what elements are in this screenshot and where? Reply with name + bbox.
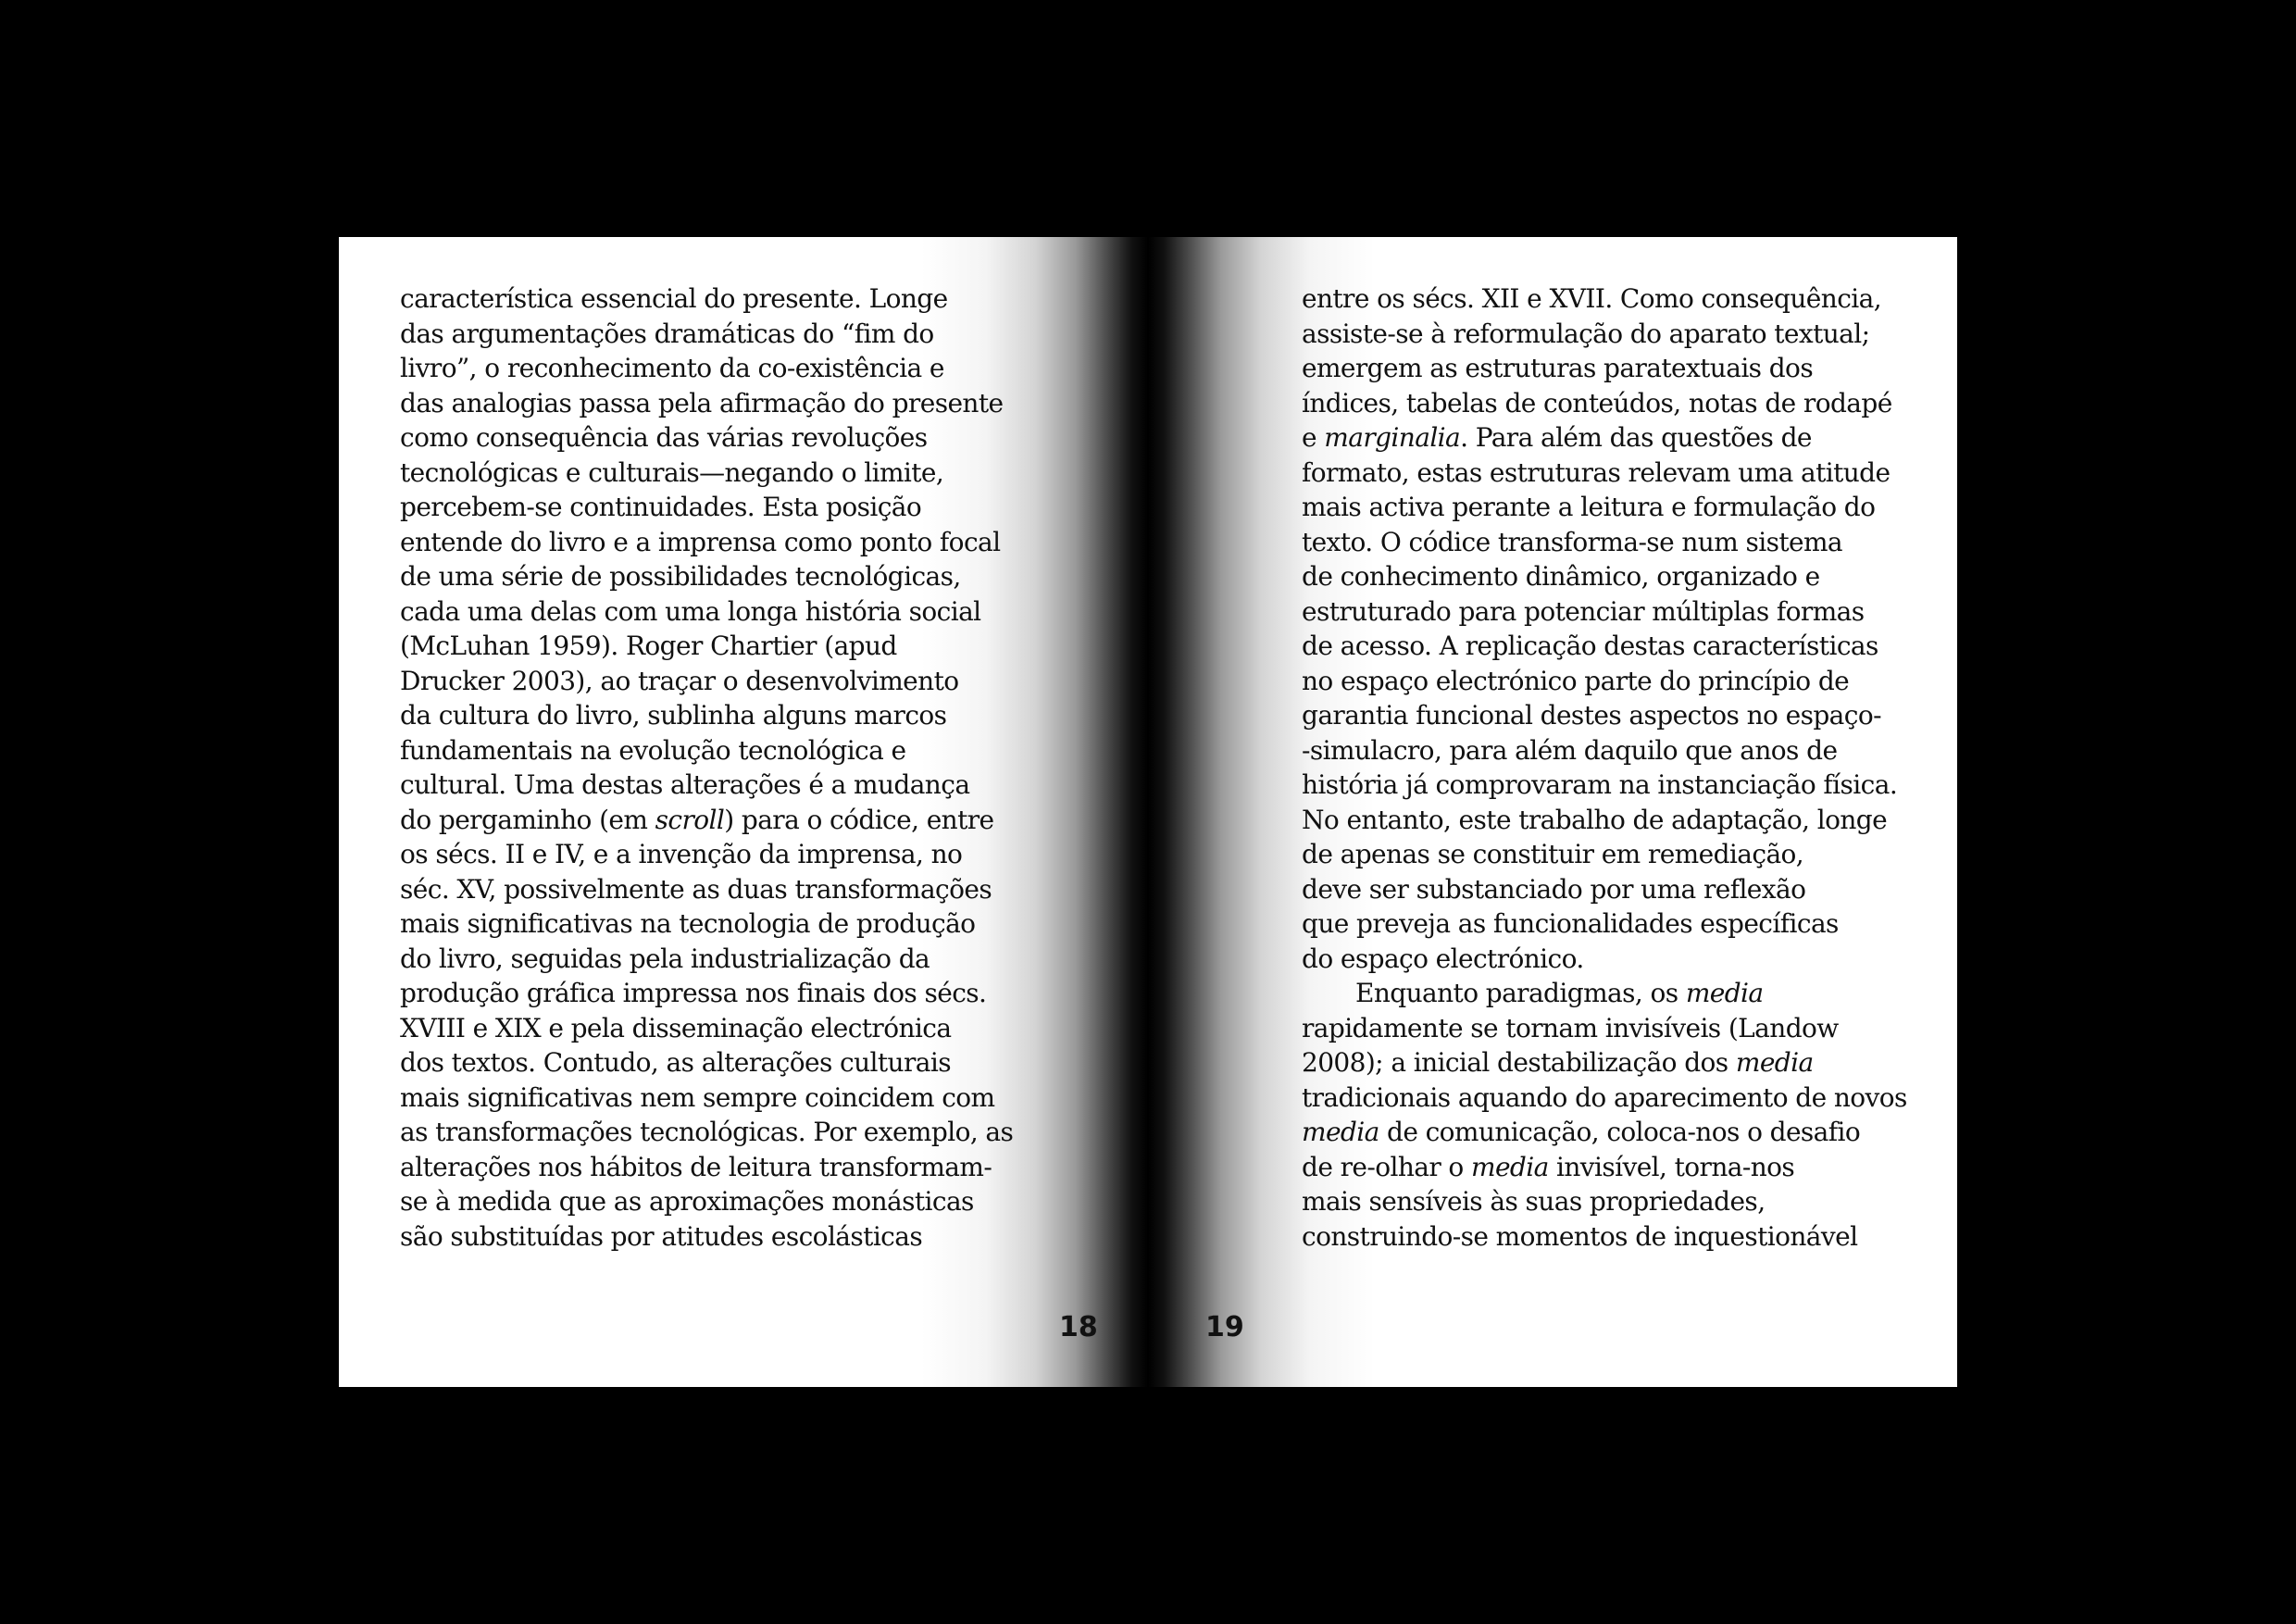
text-segment: de re-olhar o — [1302, 1151, 1471, 1182]
italic-term: marginalia — [1324, 422, 1461, 453]
text-segment: da cultura do livro, sublinha alguns marcos — [400, 700, 947, 731]
text-line — [1302, 351, 1907, 386]
text-line — [1302, 525, 1907, 560]
text-line — [1302, 1184, 1907, 1219]
text-line — [1302, 386, 1907, 421]
text-segment: índices, tabelas de conteúdos, notas de rodapé — [1302, 387, 1892, 418]
text-segment: garantia funcional destes aspectos no espaço- — [1302, 700, 1881, 731]
text-segment: são substituídas por atitudes escolásticas — [400, 1220, 923, 1252]
text-line — [400, 1115, 1013, 1150]
text-line — [1302, 976, 1907, 1011]
text-line — [1302, 872, 1907, 907]
text-line — [400, 1184, 1013, 1219]
text-line — [1302, 559, 1907, 594]
text-line — [400, 281, 1013, 317]
text-segment: de uma série de possibilidades tecnológicas, — [400, 561, 961, 592]
text-line — [400, 698, 1013, 733]
text-line — [1302, 1045, 1907, 1081]
text-segment: dos textos. Contudo, as alterações culturais — [400, 1047, 951, 1078]
text-line — [1302, 1219, 1907, 1255]
text-line — [400, 803, 1013, 838]
text-line — [400, 559, 1013, 594]
left-page — [339, 237, 1148, 1387]
text-line — [400, 1081, 1013, 1116]
text-segment: do livro, seguidas pela industrialização da — [400, 943, 930, 974]
text-segment: mais sensíveis às suas propriedades, — [1302, 1186, 1766, 1217]
text-segment: tradicionais aquando do aparecimento de novos — [1302, 1081, 1907, 1113]
text-segment: de apenas se constituir em remediação, — [1302, 839, 1804, 869]
text-segment: texto. O códice transforma-se num sistema — [1302, 526, 1843, 557]
italic-term: scroll — [655, 804, 725, 835]
italic-term: media — [1471, 1151, 1549, 1182]
text-segment: séc. XV, possivelmente as duas transformações — [400, 873, 992, 905]
text-segment: das argumentações dramáticas do “fim do — [400, 318, 934, 349]
text-segment: -simulacro, para além daquilo que anos de — [1302, 734, 1838, 766]
text-segment: ) para o códice, entre — [724, 804, 994, 835]
text-line — [1302, 420, 1907, 456]
text-line — [1302, 803, 1907, 838]
text-line — [400, 490, 1013, 525]
text-line — [400, 1219, 1013, 1255]
text-line — [1302, 1081, 1907, 1116]
text-segment: as transformações tecnológicas. Por exemplo, as — [400, 1117, 1014, 1147]
text-segment: No entanto, este trabalho de adaptação, longe — [1302, 804, 1888, 835]
text-segment: cultural. Uma destas alterações é a mudança — [400, 769, 970, 800]
text-segment: emergem as estruturas paratextuais dos — [1302, 353, 1814, 383]
text-line — [400, 976, 1013, 1011]
text-segment: das analogias passa pela afirmação do presente — [400, 387, 1004, 418]
text-line — [1302, 1150, 1907, 1185]
text-segment: história já comprovaram na instanciação física. — [1302, 769, 1898, 800]
text-line — [400, 1011, 1013, 1046]
text-line — [400, 629, 1013, 664]
text-line — [1302, 733, 1907, 768]
text-segment: se à medida que as aproximações monásticas — [400, 1186, 974, 1217]
text-line — [400, 733, 1013, 768]
text-segment: que preveja as funcionalidades específicas — [1302, 908, 1839, 939]
text-segment: livro”, o reconhecimento da co-existência e — [400, 353, 944, 383]
text-segment: do espaço electrónico. — [1302, 943, 1584, 974]
text-segment: (McLuhan 1959). Roger Chartier (apud — [400, 631, 897, 661]
text-line — [400, 664, 1013, 699]
text-line — [400, 872, 1013, 907]
text-line — [1302, 629, 1907, 664]
text-line — [1302, 317, 1907, 352]
text-segment: rapidamente se tornam invisíveis (Landow — [1302, 1012, 1839, 1043]
text-line — [400, 906, 1013, 942]
left-page-number: 18 — [1059, 1311, 1098, 1343]
text-line — [1302, 664, 1907, 699]
text-segment: assiste-se à reformulação do aparato textual; — [1302, 318, 1870, 349]
text-segment: característica essencial do presente. Longe — [400, 283, 948, 314]
text-line — [1302, 906, 1907, 942]
right-page — [1148, 237, 1957, 1387]
right-page-body-text — [1302, 281, 1907, 1254]
left-page-body-text — [400, 281, 1013, 1254]
text-segment: fundamentais na evolução tecnológica e — [400, 734, 906, 766]
right-page-number: 19 — [1205, 1311, 1244, 1343]
text-segment: mais activa perante a leitura e formulação do — [1302, 492, 1876, 522]
text-segment: de conhecimento dinâmico, organizado e — [1302, 561, 1820, 592]
text-line — [1302, 490, 1907, 525]
text-segment: percebem-se continuidades. Esta posição — [400, 492, 922, 522]
text-line — [400, 1045, 1013, 1081]
text-segment: no espaço electrónico parte do princípio de — [1302, 665, 1850, 696]
text-segment: entende do livro e a imprensa como ponto focal — [400, 526, 1001, 557]
italic-term: media — [1302, 1117, 1379, 1147]
italic-term: media — [1685, 978, 1764, 1008]
text-segment: XVIII e XIX e pela disseminação electrónica — [400, 1012, 952, 1043]
text-segment: construindo-se momentos de inquestionável — [1302, 1220, 1858, 1252]
text-segment: formato, estas estruturas relevam uma atitude — [1302, 456, 1890, 488]
text-segment: de comunicação, coloca-nos o desafio — [1379, 1117, 1861, 1147]
text-segment: mais significativas na tecnologia de produção — [400, 908, 976, 939]
text-segment: deve ser substanciado por uma reflexão — [1302, 873, 1806, 905]
text-line — [400, 594, 1013, 630]
text-line — [1302, 456, 1907, 491]
text-line — [400, 386, 1013, 421]
text-segment: invisível, torna-nos — [1548, 1151, 1795, 1182]
text-line — [400, 942, 1013, 977]
text-segment: de acesso. A replicação destas características — [1302, 631, 1878, 661]
text-segment: os sécs. II e IV, e a invenção da imprensa, no — [400, 839, 963, 869]
text-segment: 2008); a inicial destabilização dos — [1302, 1047, 1736, 1078]
text-segment: Enquanto paradigmas, os — [1355, 978, 1686, 1008]
text-line — [1302, 837, 1907, 872]
text-segment: como consequência das várias revoluções — [400, 422, 928, 453]
text-segment: tecnológicas e culturais—negando o limite, — [400, 456, 944, 488]
text-line — [1302, 281, 1907, 317]
text-line — [400, 1150, 1013, 1185]
text-segment: estruturado para potenciar múltiplas formas — [1302, 595, 1865, 627]
text-line — [400, 837, 1013, 872]
text-line — [400, 768, 1013, 803]
text-segment: do pergaminho (em — [400, 804, 655, 835]
text-line — [1302, 768, 1907, 803]
text-line — [1302, 594, 1907, 630]
text-segment: entre os sécs. XII e XVII. Como consequência, — [1302, 283, 1882, 314]
text-segment: alterações nos hábitos de leitura transformam- — [400, 1151, 992, 1182]
text-segment: produção gráfica impressa nos finais dos sécs. — [400, 978, 987, 1008]
text-line — [400, 525, 1013, 560]
text-line — [400, 420, 1013, 456]
text-segment: . Para além das questões de — [1460, 422, 1812, 453]
text-line — [1302, 1115, 1907, 1150]
text-line — [1302, 942, 1907, 977]
text-segment: cada uma delas com uma longa história social — [400, 595, 981, 627]
text-line — [1302, 698, 1907, 733]
italic-term: media — [1735, 1047, 1814, 1078]
text-line — [400, 351, 1013, 386]
text-line — [400, 456, 1013, 491]
text-segment: mais significativas nem sempre coincidem com — [400, 1081, 995, 1113]
text-segment: e — [1302, 422, 1325, 453]
text-line — [1302, 1011, 1907, 1046]
text-line — [400, 317, 1013, 352]
text-segment: Drucker 2003), ao traçar o desenvolvimento — [400, 665, 959, 696]
